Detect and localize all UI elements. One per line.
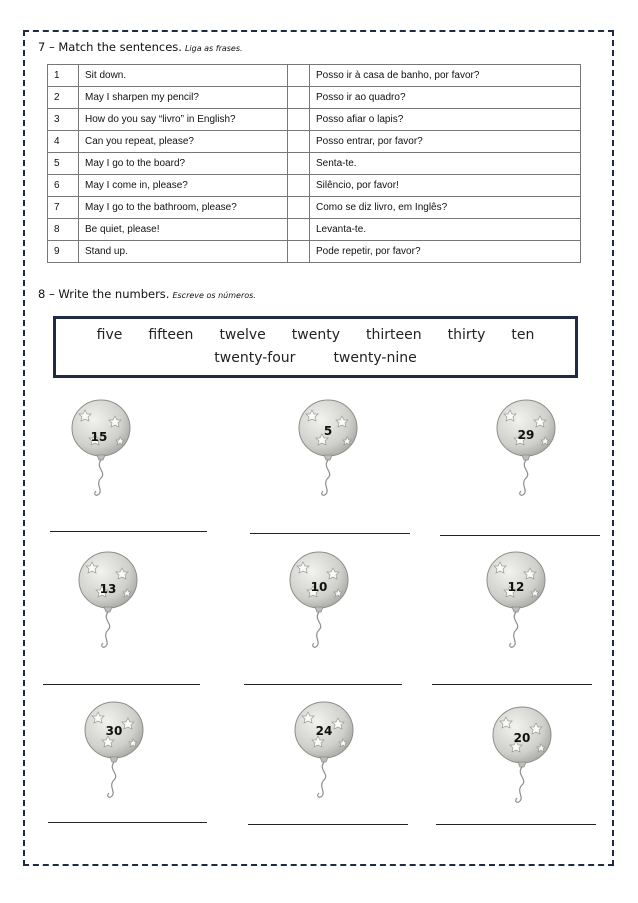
table-row (48, 87, 581, 109)
row-number: 2 (48, 87, 79, 109)
portuguese-sentence: Posso ir à casa de banho, por favor? (310, 65, 581, 87)
english-sentence: Can you repeat, please? (79, 131, 288, 153)
balloon-icon (82, 700, 146, 804)
english-sentence: Sit down. (79, 65, 288, 87)
balloon (484, 550, 548, 654)
answer-line[interactable] (250, 533, 410, 534)
balloon-number: 29 (517, 428, 535, 442)
row-number: 5 (48, 153, 79, 175)
answer-line[interactable] (436, 824, 596, 825)
balloon-icon (494, 398, 558, 502)
english-sentence: May I go to the board? (79, 153, 288, 175)
row-number: 1 (48, 65, 79, 87)
word-bank-item: thirteen (365, 327, 422, 343)
section-7-title: 7 – Match the sentences. (38, 40, 182, 54)
balloon (82, 700, 146, 804)
section-8-subtitle: Escreve os números. (172, 291, 256, 300)
table-row (48, 153, 581, 175)
answer-line[interactable] (48, 822, 207, 823)
section-8-title: 8 – Write the numbers. (38, 287, 170, 301)
balloon-number: 5 (323, 424, 333, 438)
section-8-heading (38, 287, 256, 301)
word-bank-item: twelve (219, 327, 266, 343)
number-word-bank (53, 316, 578, 378)
portuguese-sentence: Posso entrar, por favor? (310, 131, 581, 153)
answer-gap-cell (288, 153, 310, 175)
portuguese-sentence: Pode repetir, por favor? (310, 241, 581, 263)
word-bank-item: thirty (447, 327, 486, 343)
section-7-heading (38, 40, 243, 54)
english-sentence: May I go to the bathroom, please? (79, 197, 288, 219)
english-sentence: How do you say “livro” in English? (79, 109, 288, 131)
word-bank-item: twenty-nine (333, 350, 417, 366)
answer-gap-cell (288, 87, 310, 109)
balloon (69, 398, 133, 502)
table-row (48, 241, 581, 263)
table-row (48, 65, 581, 87)
portuguese-sentence: Levanta-te. (310, 219, 581, 241)
balloon-icon (484, 550, 548, 654)
balloon (292, 700, 356, 804)
word-bank-item: ten (511, 327, 535, 343)
row-number: 9 (48, 241, 79, 263)
balloon-number: 24 (315, 724, 333, 738)
row-number: 8 (48, 219, 79, 241)
balloon (287, 550, 351, 654)
row-number: 7 (48, 197, 79, 219)
balloon-icon (76, 550, 140, 654)
answer-gap-cell (288, 65, 310, 87)
balloon-icon (287, 550, 351, 654)
row-number: 4 (48, 131, 79, 153)
portuguese-sentence: Como se diz livro, em Inglês? (310, 197, 581, 219)
answer-line[interactable] (440, 535, 600, 536)
matching-table (47, 64, 581, 263)
english-sentence: Stand up. (79, 241, 288, 263)
portuguese-sentence: Silêncio, por favor! (310, 175, 581, 197)
section-7-subtitle: Liga as frases. (184, 44, 243, 53)
balloon (296, 398, 360, 502)
balloon-icon (490, 705, 554, 809)
english-sentence: May I sharpen my pencil? (79, 87, 288, 109)
answer-gap-cell (288, 131, 310, 153)
balloon-number: 15 (90, 430, 108, 444)
english-sentence: May I come in, please? (79, 175, 288, 197)
balloon-number: 20 (513, 731, 531, 745)
portuguese-sentence: Senta-te. (310, 153, 581, 175)
balloon-icon (296, 398, 360, 502)
portuguese-sentence: Posso afiar o lapis? (310, 109, 581, 131)
portuguese-sentence: Posso ir ao quadro? (310, 87, 581, 109)
balloon (490, 705, 554, 809)
answer-line[interactable] (43, 684, 200, 685)
row-number: 6 (48, 175, 79, 197)
answer-gap-cell (288, 175, 310, 197)
answer-line[interactable] (432, 684, 592, 685)
balloon-number: 30 (105, 724, 123, 738)
answer-gap-cell (288, 197, 310, 219)
balloon-number: 10 (310, 580, 328, 594)
answer-line[interactable] (50, 531, 207, 532)
balloon-icon (292, 700, 356, 804)
row-number: 3 (48, 109, 79, 131)
balloon (76, 550, 140, 654)
answer-gap-cell (288, 241, 310, 263)
balloon (494, 398, 558, 502)
answer-line[interactable] (248, 824, 408, 825)
word-bank-item: twenty-four (214, 350, 296, 366)
table-row (48, 109, 581, 131)
table-row (48, 197, 581, 219)
table-row (48, 219, 581, 241)
table-row (48, 175, 581, 197)
english-sentence: Be quiet, please! (79, 219, 288, 241)
answer-gap-cell (288, 109, 310, 131)
word-bank-item: five (96, 327, 123, 343)
table-row (48, 131, 581, 153)
word-bank-item: twenty (291, 327, 340, 343)
word-bank-item: fifteen (148, 327, 194, 343)
balloon-number: 12 (507, 580, 525, 594)
balloon-icon (69, 398, 133, 502)
answer-line[interactable] (244, 684, 402, 685)
balloon-number: 13 (99, 582, 117, 596)
answer-gap-cell (288, 219, 310, 241)
